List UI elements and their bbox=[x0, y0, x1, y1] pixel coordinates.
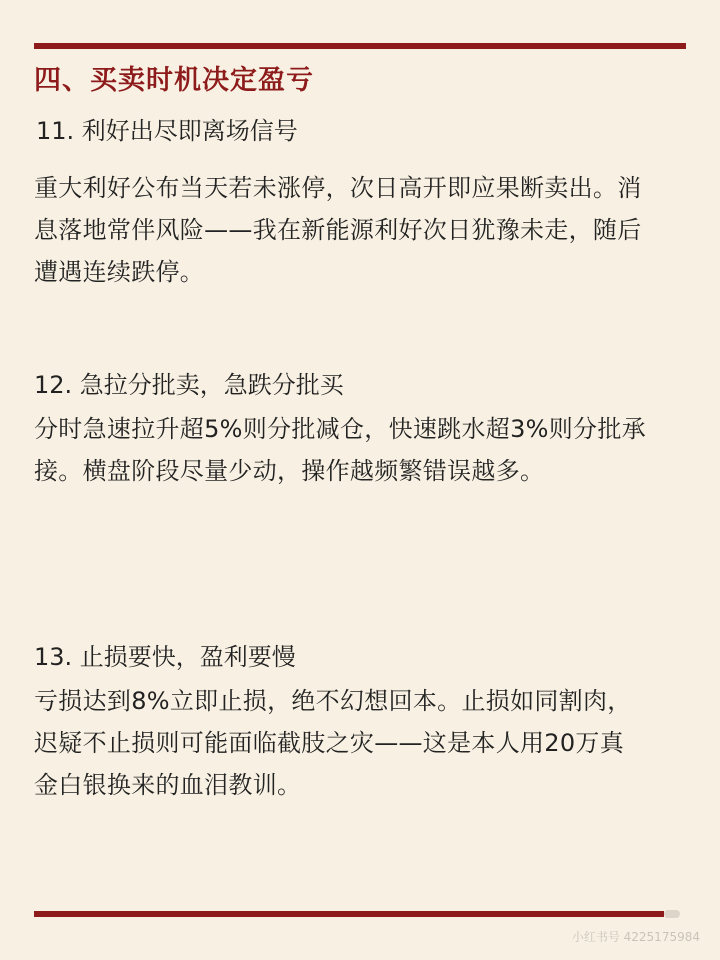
tip-body-line: 重大利好公布当天若未涨停，次日高开即应果断卖出。消 bbox=[34, 174, 642, 202]
tip-body-line: 亏损达到8%立即止损，绝不幻想回本。止损如同割肉， bbox=[34, 687, 632, 715]
tip-body bbox=[34, 167, 694, 293]
tip-body-line: 迟疑不止损则可能面临截肢之灾——这是本人用20万真 bbox=[34, 729, 625, 757]
tip-body-line: 接。横盘阶段尽量少动，操作越频繁错误越多。 bbox=[34, 457, 545, 485]
tip-body bbox=[34, 680, 694, 806]
tip-body bbox=[34, 408, 694, 492]
tip-heading: 11. 利好出尽即离场信号 bbox=[36, 117, 298, 145]
tip-block-11 bbox=[34, 114, 694, 293]
tip-heading: 12. 急拉分批卖，急跌分批买 bbox=[34, 371, 344, 399]
tip-block-13 bbox=[34, 640, 694, 806]
tip-body-line: 金白银换来的血泪教训。 bbox=[34, 771, 302, 799]
tip-body-line: 分时急速拉升超5%则分批减仓，快速跳水超3%则分批承 bbox=[34, 415, 646, 443]
divider-end-mark bbox=[664, 910, 680, 918]
bottom-divider bbox=[34, 911, 664, 917]
top-divider bbox=[34, 43, 686, 49]
tip-body-line: 息落地常伴风险——我在新能源利好次日犹豫未走，随后 bbox=[34, 216, 642, 244]
tip-block-12 bbox=[34, 368, 694, 492]
watermark: 小红书号 4225175984 bbox=[571, 930, 700, 944]
tip-body-line: 遭遇连续跌停。 bbox=[34, 258, 205, 286]
section-title: 四、买卖时机决定盈亏 bbox=[34, 65, 314, 96]
tip-heading: 13. 止损要快，盈利要慢 bbox=[34, 643, 296, 671]
